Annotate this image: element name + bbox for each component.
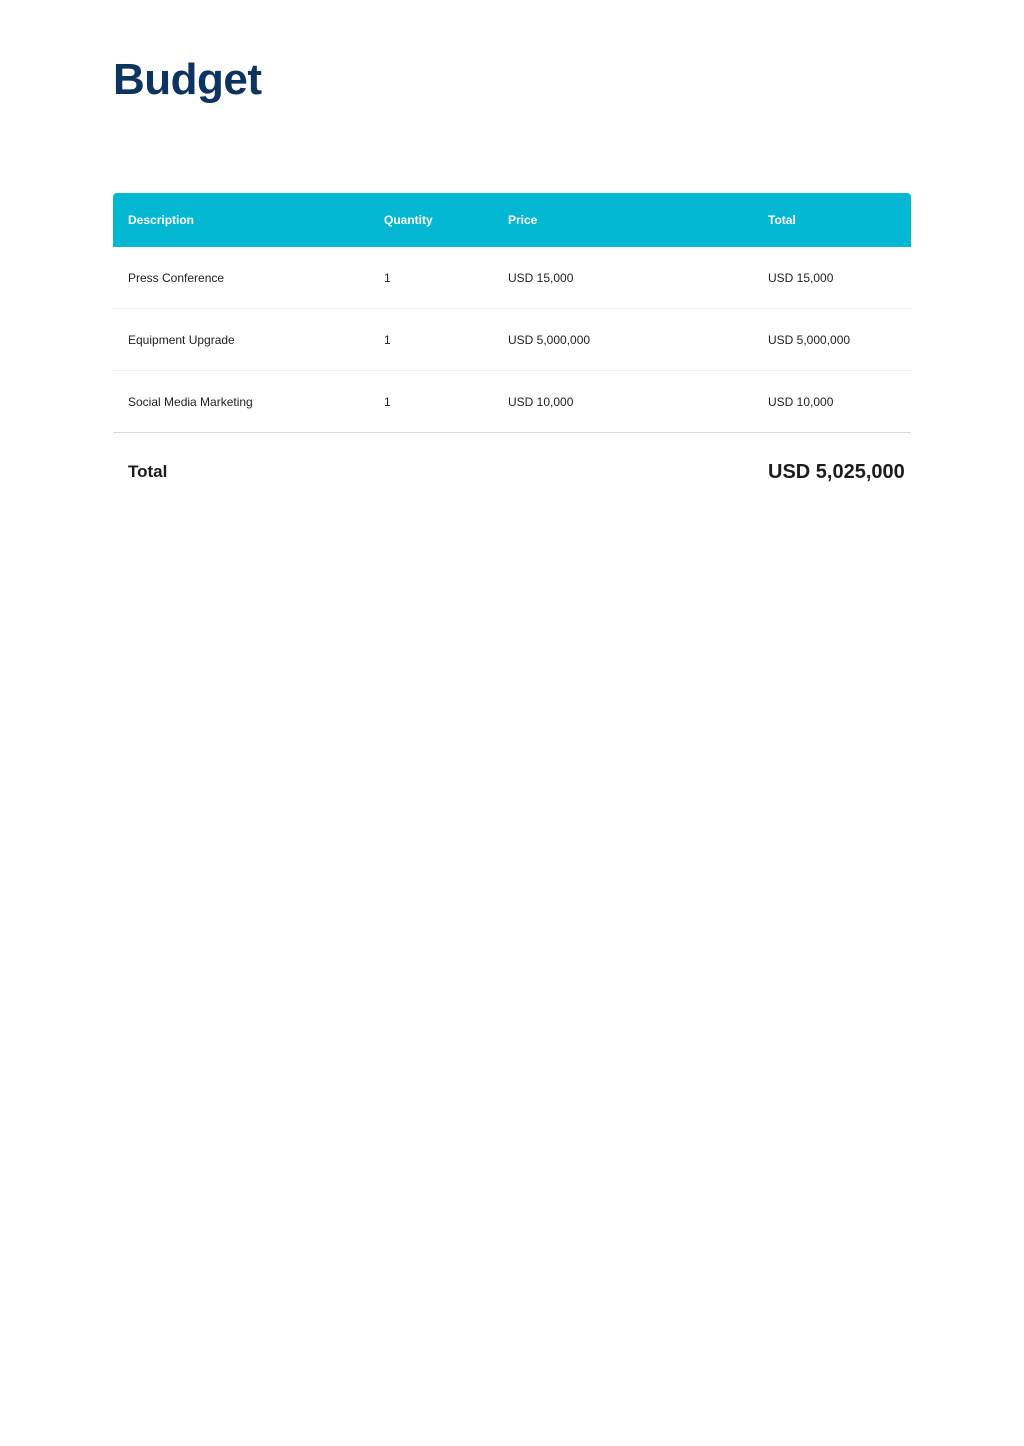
row-quantity: 1	[369, 371, 493, 433]
row-description: Social Media Marketing	[113, 371, 369, 433]
row-description: Press Conference	[113, 247, 369, 309]
row-quantity: 1	[369, 247, 493, 309]
total-value: USD 5,025,000	[768, 460, 905, 483]
row-total: USD 5,000,000	[753, 309, 911, 371]
column-header-price: Price	[493, 193, 753, 247]
total-row	[113, 433, 911, 512]
total-empty-cell	[369, 433, 493, 512]
table-row	[113, 309, 911, 371]
row-total: USD 10,000	[753, 371, 911, 433]
row-description: Equipment Upgrade	[113, 309, 369, 371]
table-row	[113, 247, 911, 309]
total-empty-cell	[493, 433, 753, 512]
table-row	[113, 371, 911, 433]
row-price: USD 10,000	[493, 371, 753, 433]
row-quantity: 1	[369, 309, 493, 371]
column-header-quantity: Quantity	[369, 193, 493, 247]
row-price: USD 5,000,000	[493, 309, 753, 371]
row-price: USD 15,000	[493, 247, 753, 309]
budget-table	[113, 193, 911, 511]
page-title: Budget	[113, 55, 262, 104]
column-header-description: Description	[113, 193, 369, 247]
total-label: Total	[128, 462, 168, 481]
row-total: USD 15,000	[753, 247, 911, 309]
table-header-row	[113, 193, 911, 247]
column-header-total: Total	[753, 193, 911, 247]
